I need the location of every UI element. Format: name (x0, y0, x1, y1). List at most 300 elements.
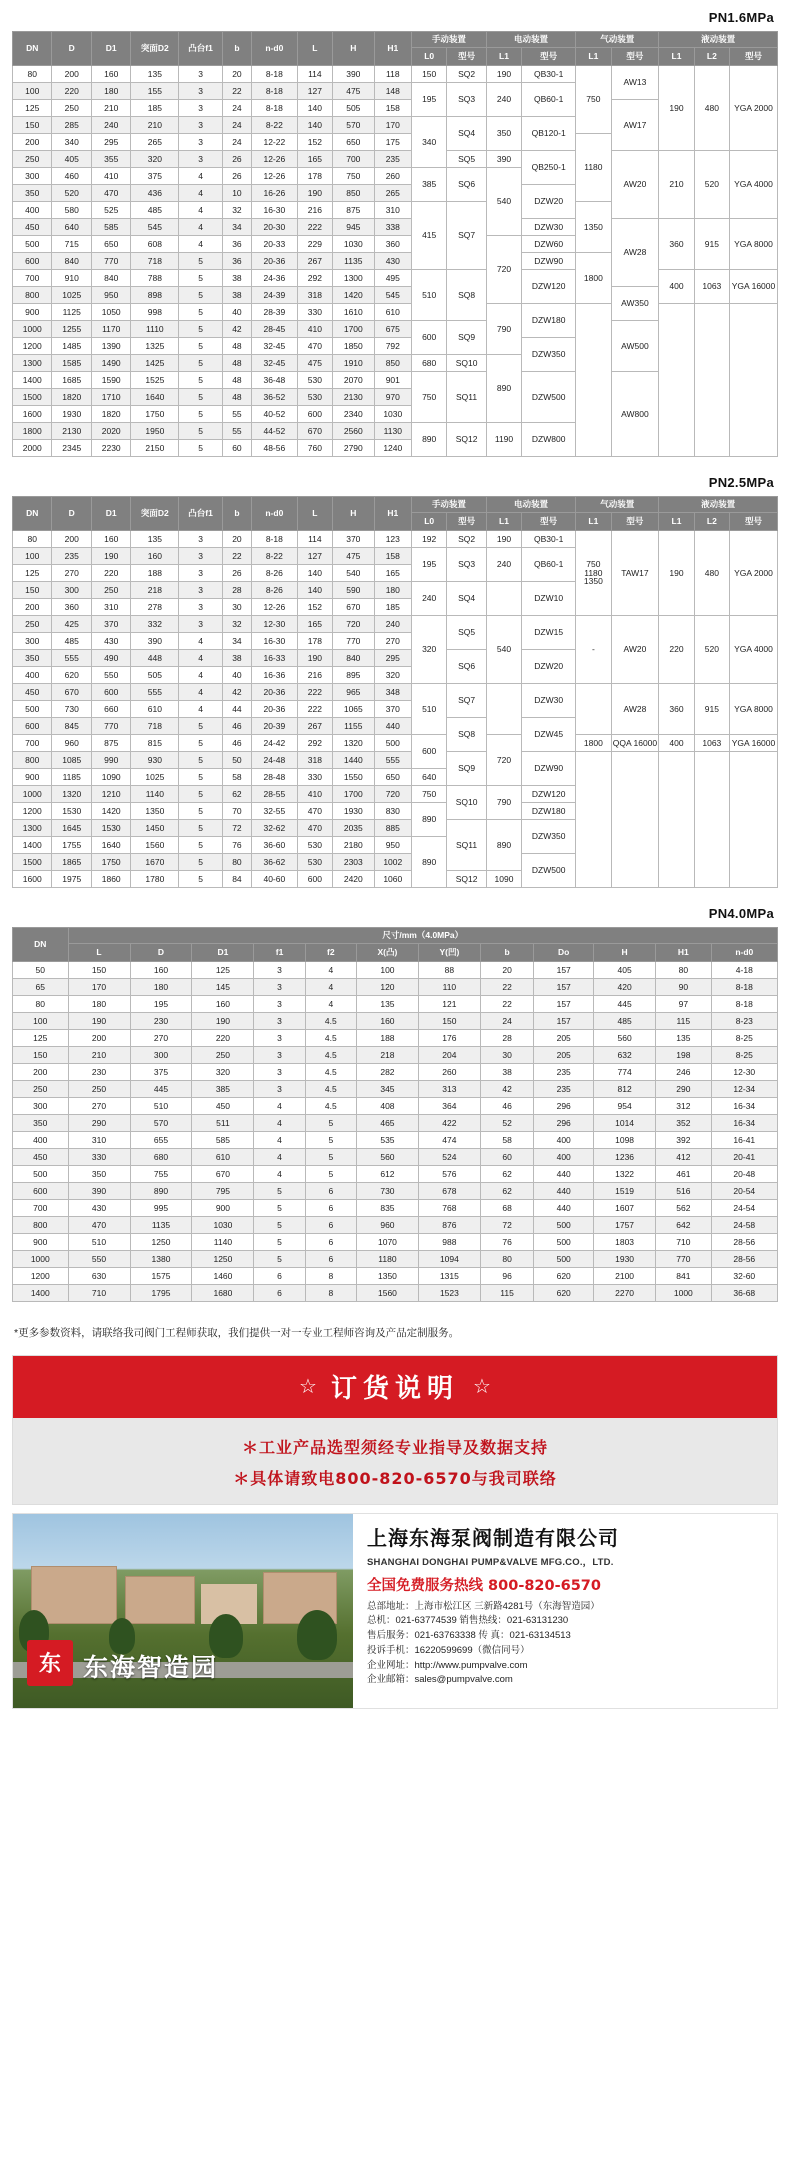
cell-actuator: TAW17 (611, 531, 659, 616)
cell-value: 516 (656, 1183, 712, 1200)
cell-value: 16-26 (251, 185, 297, 202)
cell-actuator: SQ5 (447, 616, 487, 650)
table-row (13, 1013, 778, 1030)
cell-value: 198 (656, 1047, 712, 1064)
cell-value: 46 (480, 1098, 533, 1115)
cell-value: 4 (305, 962, 356, 979)
cell-value: 960 (52, 735, 91, 752)
cell-actuator: DZW350 (522, 820, 576, 854)
cell-value: 1000 (656, 1285, 712, 1302)
cell-value: 8-18 (711, 996, 777, 1013)
section-pn16 (12, 6, 778, 457)
cell-value: 16-33 (251, 650, 297, 667)
cell-value: 60 (222, 440, 251, 457)
cell-value: 180 (130, 979, 192, 996)
cell-value: 38 (480, 1064, 533, 1081)
cell-value: 470 (297, 338, 332, 355)
cell-value: 1610 (333, 304, 375, 321)
cell-value: 62 (480, 1183, 533, 1200)
cell-value: 20 (222, 531, 251, 548)
cell-value: 470 (91, 185, 130, 202)
cell-dn: 400 (13, 202, 52, 219)
cell-value: 360 (374, 236, 411, 253)
cell-value: 70 (222, 803, 251, 820)
cell-actuator: YGA 8000 (730, 684, 778, 735)
cell-value: 4 (179, 202, 223, 219)
cell-value: 1519 (594, 1183, 656, 1200)
cell-dn: 1000 (13, 786, 52, 803)
cell-actuator: SQ11 (447, 372, 487, 423)
cell-value: 1325 (131, 338, 179, 355)
cell-value: 30 (222, 599, 251, 616)
cell-value: 4 (179, 185, 223, 202)
cell-value: 250 (52, 100, 91, 117)
cell-value: 475 (333, 83, 375, 100)
cell-value: 1750 (131, 406, 179, 423)
donghai-logo-icon: 东 (27, 1640, 73, 1686)
cell-value: 390 (131, 633, 179, 650)
cell-actuator: 195 (412, 83, 447, 117)
cell-value: 235 (374, 151, 411, 168)
cell-value: 655 (130, 1132, 192, 1149)
cell-value: 650 (374, 769, 411, 786)
cell-value: 4 (254, 1115, 305, 1132)
cell-value: 5 (254, 1234, 305, 1251)
cell-value: 1930 (52, 406, 91, 423)
cell-value: 590 (333, 582, 375, 599)
cell-value: 1125 (52, 304, 91, 321)
cell-value: 4 (254, 1166, 305, 1183)
cell-value: 76 (480, 1234, 533, 1251)
cell-value: 580 (52, 202, 91, 219)
cell-dn: 200 (13, 599, 52, 616)
contact-line-3: 售后服务：021-63763338 传 真：021-63134513 (367, 1630, 571, 1642)
cell-actuator: YGA 16000 (730, 270, 778, 304)
cell-value: 1560 (356, 1285, 418, 1302)
cell-actuator: 240 (486, 83, 521, 117)
cell-value: 650 (91, 236, 130, 253)
cell-actuator: SQ8 (447, 718, 487, 752)
cell-dn: 1600 (13, 406, 52, 423)
cell-actuator: 790 (486, 304, 521, 355)
cell-dn: 400 (13, 1132, 69, 1149)
cell-value: 1185 (52, 769, 91, 786)
cell-value: 1710 (91, 389, 130, 406)
cell-value: 1575 (130, 1268, 192, 1285)
cell-actuator: QB60-1 (522, 548, 576, 582)
cell-value: 36 (222, 253, 251, 270)
cell-value: 175 (374, 134, 411, 151)
cell-value: 768 (418, 1200, 480, 1217)
cell-dn: 100 (13, 548, 52, 565)
th-group-electric: 电动装置 (486, 32, 575, 48)
cell-value: 585 (91, 219, 130, 236)
cell-actuator: 400 (659, 270, 694, 304)
cell-value: 32 (222, 202, 251, 219)
cell-value: 222 (297, 219, 332, 236)
cell-value: 5 (254, 1200, 305, 1217)
cell-value: 500 (374, 735, 411, 752)
cell-value: 100 (356, 962, 418, 979)
cell-value: 3 (179, 599, 223, 616)
cell-dn: 1500 (13, 389, 52, 406)
cell-value: 12-34 (711, 1081, 777, 1098)
cell-value: 2340 (333, 406, 375, 423)
cell-value: 340 (52, 134, 91, 151)
cell-value: 4 (305, 979, 356, 996)
cell-value: 5 (179, 270, 223, 287)
cell-value: 155 (131, 83, 179, 100)
cell-value: 6 (305, 1183, 356, 1200)
th-pneumatic-model: 型号 (611, 48, 659, 66)
cell-value: 1795 (130, 1285, 192, 1302)
cell-actuator (486, 582, 521, 616)
cell-value: 1170 (91, 321, 130, 338)
cell-value: 97 (656, 996, 712, 1013)
cell-value: 48-56 (251, 440, 297, 457)
cell-value: 760 (297, 440, 332, 457)
cell-value: 876 (418, 1217, 480, 1234)
th-electric-model: 型号 (522, 513, 576, 531)
cell-value: 4-18 (711, 962, 777, 979)
cell-dn: 150 (13, 1047, 69, 1064)
cell-value: 16-34 (711, 1115, 777, 1132)
cell-actuator: QB30-1 (522, 66, 576, 83)
cell-value: 12-22 (251, 134, 297, 151)
cell-value: 3 (254, 1047, 305, 1064)
cell-actuator (659, 304, 694, 457)
cell-value: 445 (594, 996, 656, 1013)
cell-actuator (694, 304, 729, 457)
th-f2: f2 (305, 944, 356, 962)
cell-dn: 125 (13, 100, 52, 117)
cell-value: 20 (480, 962, 533, 979)
contact-list (367, 1600, 767, 1688)
cell-value: 20-36 (251, 684, 297, 701)
cell-dn: 150 (13, 582, 52, 599)
cell-value: 1420 (91, 803, 130, 820)
cell-value: 312 (656, 1098, 712, 1115)
cell-value: 1210 (91, 786, 130, 803)
contact-line-2: 总机：021-63774539 销售热线：021-63131230 (367, 1615, 569, 1627)
cell-actuator: DZW800 (522, 423, 576, 457)
cell-value: 295 (91, 134, 130, 151)
th-d1: D1 (91, 497, 130, 531)
cell-value: 127 (297, 83, 332, 100)
cell-actuator: YGA 4000 (730, 616, 778, 684)
table-row (13, 1183, 778, 1200)
cell-actuator: 720 (486, 735, 521, 786)
cell-actuator: 1090 (486, 871, 521, 888)
table-row (13, 1132, 778, 1149)
cell-actuator (694, 752, 729, 888)
cell-dn: 100 (13, 1013, 69, 1030)
th-group-pneumatic: 气动装置 (576, 32, 659, 48)
cell-value: 1350 (131, 803, 179, 820)
cell-dn: 1500 (13, 854, 52, 871)
cell-actuator: 600 (412, 735, 447, 769)
cell-value: 170 (374, 117, 411, 134)
cell-value: 4 (179, 236, 223, 253)
cell-dn: 1800 (13, 423, 52, 440)
cell-value: 48 (222, 389, 251, 406)
cell-value: 5 (179, 338, 223, 355)
th-d2: 突面D2 (131, 32, 179, 66)
cell-value: 470 (68, 1217, 130, 1234)
cell-dn: 300 (13, 168, 52, 185)
cell-value: 68 (480, 1200, 533, 1217)
cell-value: 1135 (333, 253, 375, 270)
cell-value: 180 (91, 83, 130, 100)
cell-value: 364 (418, 1098, 480, 1115)
cell-value: 5 (305, 1115, 356, 1132)
cell-value: 1236 (594, 1149, 656, 1166)
cell-actuator: 790 (486, 786, 521, 820)
cell-value: 26 (222, 565, 251, 582)
cell-value: 230 (68, 1064, 130, 1081)
table-row (13, 996, 778, 1013)
cell-actuator: SQ4 (447, 117, 487, 151)
cell-value: 28-55 (251, 786, 297, 803)
cell-dn: 100 (13, 83, 52, 100)
cell-value: 642 (656, 1217, 712, 1234)
th-d2: 突面D2 (131, 497, 179, 531)
cell-value: 12-26 (251, 151, 297, 168)
cell-value: 16-34 (711, 1098, 777, 1115)
cell-value: 2560 (333, 423, 375, 440)
cell-value: 28-56 (711, 1251, 777, 1268)
th-manual-l0: L0 (412, 513, 447, 531)
table-row (13, 979, 778, 996)
cell-value: 230 (130, 1013, 192, 1030)
cell-value: 555 (52, 650, 91, 667)
cell-value: 1140 (192, 1234, 254, 1251)
cell-actuator: YGA 4000 (730, 151, 778, 219)
cell-value: 2150 (131, 440, 179, 457)
th-b: b (480, 944, 533, 962)
cell-value: 34 (222, 219, 251, 236)
table-row (13, 1166, 778, 1183)
cell-value: 1030 (333, 236, 375, 253)
cell-value: 850 (374, 355, 411, 372)
cell-value: 5 (305, 1166, 356, 1183)
table-body (13, 962, 778, 1302)
cell-value: 195 (130, 996, 192, 1013)
cell-value: 26 (222, 168, 251, 185)
cell-value: 1002 (374, 854, 411, 871)
cell-actuator: QQA 16000 (611, 735, 659, 752)
cell-value: 352 (656, 1115, 712, 1132)
cell-value: 178 (297, 168, 332, 185)
cell-value: 210 (131, 117, 179, 134)
cell-actuator (576, 684, 611, 735)
cell-value: 6 (254, 1285, 305, 1302)
cell-actuator: SQ6 (447, 650, 487, 684)
cell-value: 500 (534, 1251, 594, 1268)
section-title-pn16: PN1.6MPa (708, 10, 774, 25)
cell-value: 270 (68, 1098, 130, 1115)
table-row (13, 1268, 778, 1285)
cell-actuator: 1063 (694, 735, 729, 752)
cell-value: 28 (222, 582, 251, 599)
cell-value: 5 (179, 389, 223, 406)
cell-value: 2790 (333, 440, 375, 457)
cell-value: 600 (297, 406, 332, 423)
cell-actuator (659, 752, 694, 888)
table-pn40 (12, 927, 778, 1302)
cell-dn: 350 (13, 650, 52, 667)
cell-actuator: 1800 (576, 735, 611, 752)
cell-actuator: DZW30 (522, 684, 576, 718)
cell-value: 60 (480, 1149, 533, 1166)
cell-value: 188 (131, 565, 179, 582)
cell-value: 42 (222, 684, 251, 701)
cell-value: 235 (534, 1081, 594, 1098)
cell-value: 180 (374, 582, 411, 599)
th-h: H (333, 32, 375, 66)
cell-value: 313 (418, 1081, 480, 1098)
cell-value: 5 (305, 1132, 356, 1149)
cell-value: 850 (333, 185, 375, 202)
cell-value: 20 (222, 66, 251, 83)
cell-value: 118 (374, 66, 411, 83)
cell-value: 660 (91, 701, 130, 718)
cell-value: 400 (534, 1132, 594, 1149)
cell-value: 750 (333, 168, 375, 185)
cell-value: 3 (179, 582, 223, 599)
cell-actuator: SQ2 (447, 66, 487, 83)
cell-value: 157 (534, 979, 594, 996)
cell-value: 530 (297, 854, 332, 871)
cell-actuator: SQ3 (447, 548, 487, 582)
cell-value: 841 (656, 1268, 712, 1285)
cell-value: 267 (297, 253, 332, 270)
section-pn40 (12, 902, 778, 1302)
cell-actuator: AW28 (611, 219, 659, 287)
cell-value: 5 (254, 1217, 305, 1234)
cell-dn: 700 (13, 1200, 69, 1217)
cell-value: 216 (297, 667, 332, 684)
cell-value: 220 (192, 1030, 254, 1047)
cell-value: 1640 (131, 389, 179, 406)
cell-value: 715 (52, 236, 91, 253)
cell-dn: 1400 (13, 1285, 69, 1302)
cell-value: 28-48 (251, 769, 297, 786)
cell-actuator: 890 (412, 803, 447, 837)
cell-value: 22 (222, 83, 251, 100)
cell-value: 530 (297, 837, 332, 854)
cell-value: 55 (222, 406, 251, 423)
th-hydraulic-l2: L2 (694, 48, 729, 66)
cell-value: 1110 (131, 321, 179, 338)
cell-actuator: SQ11 (447, 820, 487, 871)
cell-value: 410 (91, 168, 130, 185)
cell-value: 158 (374, 100, 411, 117)
cell-value: 1910 (333, 355, 375, 372)
cell-value: 170 (68, 979, 130, 996)
cell-value: 405 (52, 151, 91, 168)
cell-actuator: 1063 (694, 270, 729, 304)
cell-value: 34 (222, 633, 251, 650)
cell-actuator: 600 (412, 321, 447, 355)
cell-value: 36-48 (251, 372, 297, 389)
cell-actuator: DZW120 (522, 270, 576, 304)
cell-value: 190 (68, 1013, 130, 1030)
cell-value: 1098 (594, 1132, 656, 1149)
cell-actuator: 510 (412, 684, 447, 735)
cell-value: 250 (68, 1081, 130, 1098)
cell-value: 1060 (374, 871, 411, 888)
cell-value: 1755 (52, 837, 91, 854)
cell-value: 370 (333, 531, 375, 548)
cell-value: 670 (192, 1166, 254, 1183)
cell-value: 32-45 (251, 338, 297, 355)
cell-value: 360 (52, 599, 91, 616)
cell-dn: 700 (13, 735, 52, 752)
cell-value: 265 (131, 134, 179, 151)
cell-value: 345 (356, 1081, 418, 1098)
cell-actuator: 520 (694, 151, 729, 219)
cell-actuator: 480 (694, 531, 729, 616)
cell-value: 1850 (333, 338, 375, 355)
contact-line-4: 投诉手机：16220599699（微信同号） (367, 1644, 530, 1656)
cell-dn: 200 (13, 134, 52, 151)
th-group-manual: 手动装置 (412, 32, 487, 48)
cell-value: 300 (52, 582, 91, 599)
cell-value: 6 (305, 1200, 356, 1217)
cell-value: 235 (534, 1064, 594, 1081)
cell-value: 2100 (594, 1268, 656, 1285)
cell-value: 600 (297, 871, 332, 888)
cell-actuator: YGA 16000 (730, 735, 778, 752)
cell-value: 338 (374, 219, 411, 236)
cell-value: 4 (179, 633, 223, 650)
factory-photo (13, 1514, 353, 1708)
cell-dn: 300 (13, 633, 52, 650)
cell-value: 875 (333, 202, 375, 219)
cell-value: 220 (91, 565, 130, 582)
cell-value: 24 (222, 134, 251, 151)
cell-value: 550 (68, 1251, 130, 1268)
cell-value: 840 (91, 270, 130, 287)
cell-value: 4 (254, 1098, 305, 1115)
cell-value: 1450 (131, 820, 179, 837)
cell-value: 90 (656, 979, 712, 996)
head-row-sub (13, 944, 778, 962)
cell-value: 570 (130, 1115, 192, 1132)
cell-value: 1070 (356, 1234, 418, 1251)
cell-value: 1670 (131, 854, 179, 871)
cell-value: 32-62 (251, 820, 297, 837)
cell-value: 3 (254, 1081, 305, 1098)
cell-value: 3 (254, 1013, 305, 1030)
cell-value: 632 (594, 1047, 656, 1064)
cell-value: 1014 (594, 1115, 656, 1132)
cell-value: 730 (356, 1183, 418, 1200)
cell-value: 608 (131, 236, 179, 253)
cell-value: 148 (374, 83, 411, 100)
cell-value: 157 (534, 996, 594, 1013)
cell-value: 348 (374, 684, 411, 701)
cell-actuator: 915 (694, 219, 729, 270)
cell-value: 1780 (131, 871, 179, 888)
cell-actuator: DZW20 (522, 185, 576, 219)
cell-actuator: 360 (659, 684, 694, 735)
cell-value: 3 (179, 117, 223, 134)
th-l: L (68, 944, 130, 962)
cell-value: 292 (297, 735, 332, 752)
company-footer (12, 1513, 778, 1709)
